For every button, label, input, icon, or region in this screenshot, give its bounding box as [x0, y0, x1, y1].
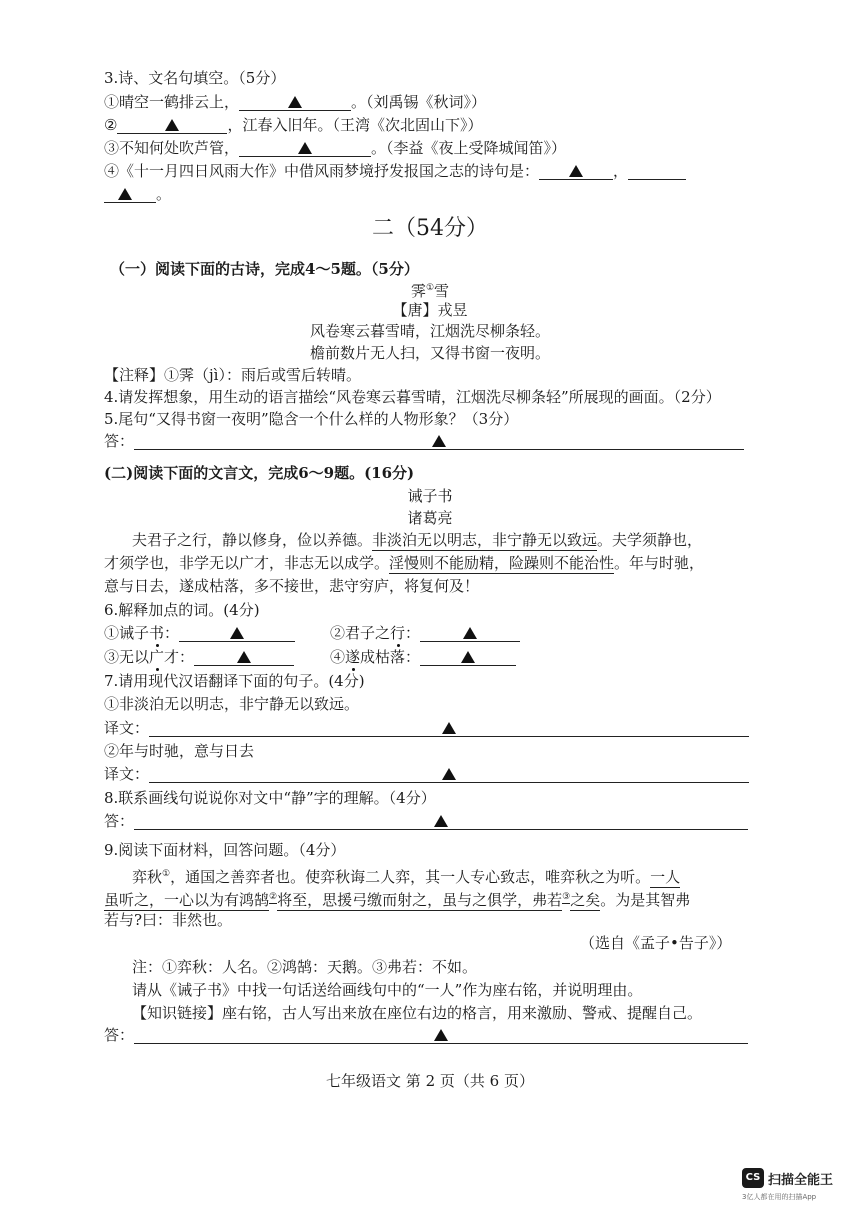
q6-item-text: ： — [405, 624, 421, 642]
q6-item-text: ①诫子 — [104, 624, 150, 642]
q5-text: 5.尾句“又得书窗一夜明”隐含一个什么样的人物形象？（3分） — [104, 410, 519, 428]
poem-title-note-mark: ① — [425, 283, 435, 293]
prose-line-1 — [132, 530, 702, 550]
triangle-icon — [165, 119, 179, 131]
translation-label: 译文： — [104, 765, 150, 783]
page-footer: 七年级语文 第 2 页（共 6 页） — [326, 1072, 534, 1090]
q9-text: ，通国之善弈者也。使弈秋诲二人弈，其一人专心致志，唯弈秋之为听。 — [170, 868, 651, 886]
underlined-sentence: 淫慢则不能励精，险躁则不能治性 — [389, 554, 615, 572]
q8-answer-line — [104, 811, 748, 831]
q3-line2 — [104, 115, 482, 135]
q3-line2-prefix: ② — [104, 116, 118, 134]
triangle-icon — [569, 165, 583, 177]
answer-blank[interactable] — [134, 433, 744, 450]
q3-line1 — [104, 92, 486, 112]
triangle-icon — [434, 1029, 448, 1041]
q3-line3-prefix: ③不知何处吹芦管， — [104, 139, 240, 157]
q3-line4 — [104, 161, 686, 181]
triangle-icon — [432, 435, 446, 447]
part1-header: （一）阅读下面的古诗，完成4～5题。（5分） — [110, 260, 419, 278]
q9-ask: 请从《诫子书》中找一句话送给画线句中的“一人”作为座右铭，并说明理由。 — [132, 981, 643, 999]
answer-blank[interactable] — [104, 186, 156, 203]
answer-blank[interactable] — [117, 117, 227, 134]
prose-title: 诫子书 — [407, 487, 453, 505]
triangle-icon — [463, 627, 477, 639]
q3-line5-suffix: 。 — [156, 185, 172, 203]
poem-title-a: 霁 — [410, 282, 426, 300]
scanner-tagline: 3亿人都在用的扫描App — [742, 1193, 817, 1201]
answer-blank[interactable] — [420, 625, 520, 642]
q6-text: 6.解释加点的词。(4分) — [104, 601, 260, 619]
q6-item-text: ： — [164, 624, 180, 642]
answer-blank[interactable] — [134, 813, 748, 830]
underlined-sentence: 非淡泊无以明志，非宁静无以致远 — [372, 531, 598, 549]
answer-blank[interactable] — [239, 140, 371, 157]
note-mark: ① — [162, 869, 171, 879]
q6-item-text: 才： — [164, 648, 195, 666]
q4-text: 4.请发挥想象，用生动的语言描绘“风卷寒云暮雪晴，江烟洗尽柳条轻”所展现的画面。（2分） — [104, 388, 721, 406]
poem-note: 【注释】①霁（jì）：雨后或雪后转晴。 — [104, 366, 361, 384]
q7-text: 7.请用现代汉语翻译下面的句子。(4分) — [104, 672, 365, 690]
underlined-sentence: 虽听之，一心以为有鸿鹄 — [104, 891, 270, 909]
answer-label: 答： — [104, 432, 135, 450]
answer-blank[interactable] — [194, 649, 294, 666]
scanner-app-name: 扫描全能王 — [768, 1173, 834, 1188]
q9-text: 。为是其智弗 — [600, 891, 691, 909]
q6-item-text: 成枯落： — [360, 648, 421, 666]
triangle-icon — [288, 96, 302, 108]
dotted-word: 遂 — [345, 648, 361, 666]
q6-item-1 — [104, 623, 295, 643]
underlined-sentence: 之矣 — [570, 891, 601, 909]
q6-item-2 — [330, 623, 520, 643]
answer-blank[interactable] — [420, 649, 516, 666]
q3-line5 — [104, 184, 171, 204]
prose-text: 夫君子之行，静以修身，俭以养德。 — [132, 531, 373, 549]
note-mark: ③ — [562, 892, 571, 902]
q9-title: 9.阅读下面材料，回答问题。（4分） — [104, 841, 346, 859]
answer-blank[interactable] — [149, 766, 749, 783]
dotted-word: 行 — [390, 624, 406, 642]
cs-badge-icon: CS — [742, 1168, 764, 1188]
part2-header: (二)阅读下面的文言文，完成6～9题。(16分) — [104, 464, 415, 482]
q3-line1-prefix: ①晴空一鹤排云上， — [104, 93, 240, 111]
q3-line3 — [104, 138, 566, 158]
answer-blank[interactable] — [134, 1027, 748, 1044]
underlined-sentence: 将至，思援弓缴而射之，虽与之俱学，弗若 — [277, 891, 563, 909]
triangle-icon — [442, 768, 456, 780]
poem-title-b: 雪 — [434, 282, 450, 300]
q3-line3-suffix: 。（李益《夜上受降城闻笛》） — [371, 139, 567, 157]
q9-knowledge-link: 【知识链接】座右铭，古人写出来放在座位右边的格言，用来激励、警戒、提醒自己。 — [132, 1004, 703, 1022]
prose-line-2 — [104, 553, 704, 573]
q6-item-3 — [104, 647, 294, 667]
translation-label: 译文： — [104, 719, 150, 737]
answer-blank[interactable] — [539, 163, 613, 180]
q7-translation-1 — [104, 718, 749, 738]
answer-label: 答： — [104, 812, 135, 830]
answer-blank[interactable] — [628, 163, 686, 180]
dotted-word: 广 — [149, 648, 165, 666]
triangle-icon — [298, 142, 312, 154]
dotted-word: 书 — [149, 624, 165, 642]
q9-line-2 — [104, 887, 690, 910]
q6-item-text: ③无以 — [104, 648, 150, 666]
triangle-icon — [230, 627, 244, 639]
triangle-icon — [237, 651, 251, 663]
poem-title — [0, 278, 860, 301]
q6-item-text: ②君子之 — [330, 624, 391, 642]
prose-line-3: 意与日去，遂成枯落，多不接世，悲守穷庐，将复何及！ — [104, 577, 480, 595]
prose-text: 。夫学须静也， — [597, 531, 703, 549]
poem-author: 【唐】戎昱 — [392, 301, 468, 319]
prose-author: 诸葛亮 — [407, 509, 453, 527]
q9-note: 注：①弈秋：人名。②鸿鹄：天鹅。③弗若：不如。 — [132, 958, 478, 976]
poem-line-2: 檐前数片无人扫，又得书窗一夜明。 — [309, 344, 550, 362]
q9-line-3: 若与?曰：非然也。 — [104, 911, 233, 929]
prose-text: 。年与时驰， — [614, 554, 705, 572]
answer-blank[interactable] — [239, 94, 351, 111]
triangle-icon — [442, 722, 456, 734]
q9-line-1 — [132, 864, 680, 887]
q7-sentence-2: ②年与时驰，意与日去 — [104, 742, 255, 760]
q7-translation-2 — [104, 764, 749, 784]
answer-blank[interactable] — [149, 720, 749, 737]
scanner-logo — [742, 1168, 842, 1208]
q7-sentence-1: ①非淡泊无以明志，非宁静无以致远。 — [104, 695, 360, 713]
q5-answer-line — [104, 431, 744, 451]
answer-blank[interactable] — [179, 625, 295, 642]
q3-title: 3.诗、文名句填空。（5分） — [104, 69, 286, 87]
section-title: 二（54分） — [372, 216, 488, 241]
q9-source: （选自《孟子•告子》） — [580, 934, 732, 952]
q9-text: 弈秋 — [132, 868, 163, 886]
triangle-icon — [118, 188, 132, 200]
q6-item-text: ④ — [330, 648, 346, 666]
q3-line4-prefix: ④《十一月四日风雨大作》中借风雨梦境抒发报国之志的诗句是： — [104, 162, 540, 180]
note-mark: ② — [269, 892, 278, 902]
q3-line1-suffix: 。（刘禹锡《秋词》） — [351, 93, 487, 111]
poem-line-1: 风卷寒云暮雪晴，江烟洗尽柳条轻。 — [309, 322, 550, 340]
q9-answer-line — [104, 1025, 748, 1045]
underlined-sentence: 一人 — [650, 868, 681, 886]
triangle-icon — [434, 815, 448, 827]
prose-text: 才须学也，非学无以广才，非志无以成学。 — [104, 554, 390, 572]
triangle-icon — [461, 651, 475, 663]
q8-text: 8.联系画线句说说你对文中“静”字的理解。（4分） — [104, 789, 436, 807]
q6-item-4 — [330, 647, 516, 667]
q3-line2-suffix: ，江春入旧年。（王湾《次北固山下》） — [227, 116, 483, 134]
q3-line4-comma: ， — [613, 162, 629, 180]
answer-label: 答： — [104, 1026, 135, 1044]
